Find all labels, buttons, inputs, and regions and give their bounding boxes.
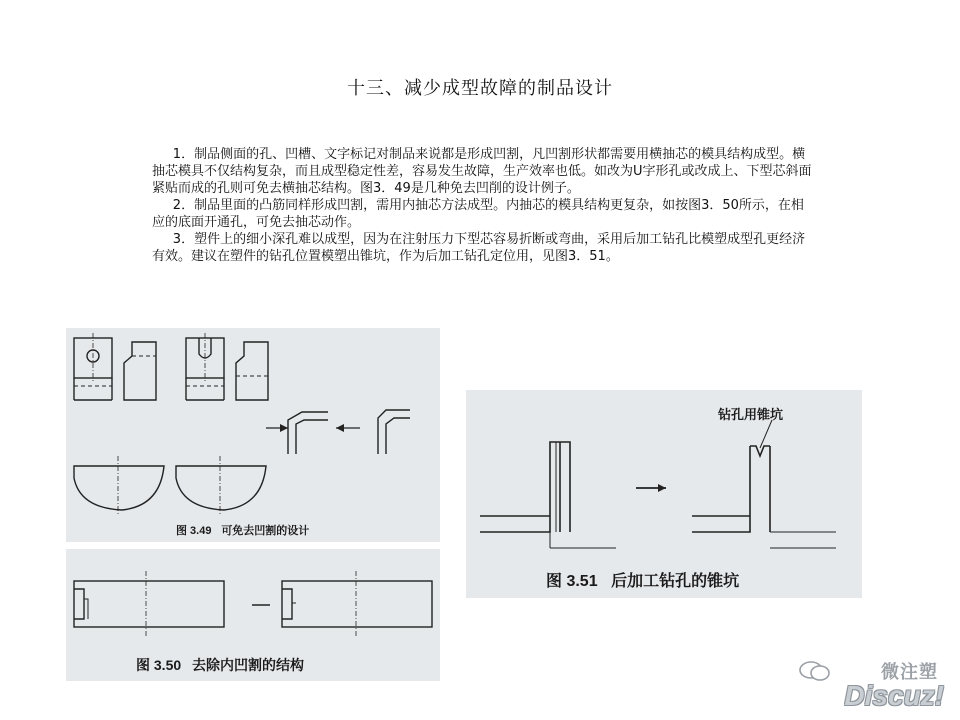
figure-3-49-caption [176,522,309,538]
page-title: 十三、减少成型故障的制品设计 [347,78,613,99]
figure-3-51-caption [546,568,739,591]
figure-3-49-text: 可免去凹割的设计 [221,524,310,537]
figure-3-49-number: 图 3.49 [176,525,212,537]
figure-3-51-drawing [466,390,862,598]
wechat-icon [798,660,832,682]
paragraph-2: 2．制品里面的凸筋同样形成凹割，需用内抽芯方法成型。内抽芯的模具结构更复杂，如按图3．50所示，在相应的底面开通孔，可免去抽芯动作。 [152,198,804,230]
body-text [152,146,812,265]
paragraph-1: 1．制品侧面的孔、凹槽、文字标记对制品来说都是形成凹割，凡凹割形状都需要用横抽芯的模具结构成型。横抽芯模具不仅结构复杂，而且成型稳定性差，容易发生故障，生产效率也低。如改为U字形孔或改成上、下型芯斜面紧贴而成的孔则可免去横抽芯结构。图3．49是几种免去凹削的设计例子。 [152,147,812,196]
figure-3-50-text: 去除内凹割的结构 [192,658,305,674]
figure-3-51-text: 后加工钻孔的锥坑 [611,571,740,590]
watermark-account: 微注塑 [881,662,938,683]
paragraph-3: 3．塑件上的细小深孔难以成型，因为在注射压力下型芯容易折断或弯曲，采用后加工钻孔比模塑成型孔更经济有效。建议在塑件的钻孔位置模塑出锥坑，作为后加工钻孔定位用，见图3．51。 [152,232,806,264]
figure-3-51 [466,390,862,598]
figure-3-49 [66,328,440,542]
figure-3-51-number: 图 3.51 [546,573,598,590]
figure-3-50-caption [136,655,304,675]
figure-3-50 [66,549,440,681]
watermark [774,656,944,712]
figure-3-50-number: 图 3.50 [136,657,182,673]
figure-3-51-label: 钻孔用锥坑 [718,408,784,423]
watermark-site: Discuz! [844,680,944,711]
figure-3-49-drawing [66,328,440,542]
